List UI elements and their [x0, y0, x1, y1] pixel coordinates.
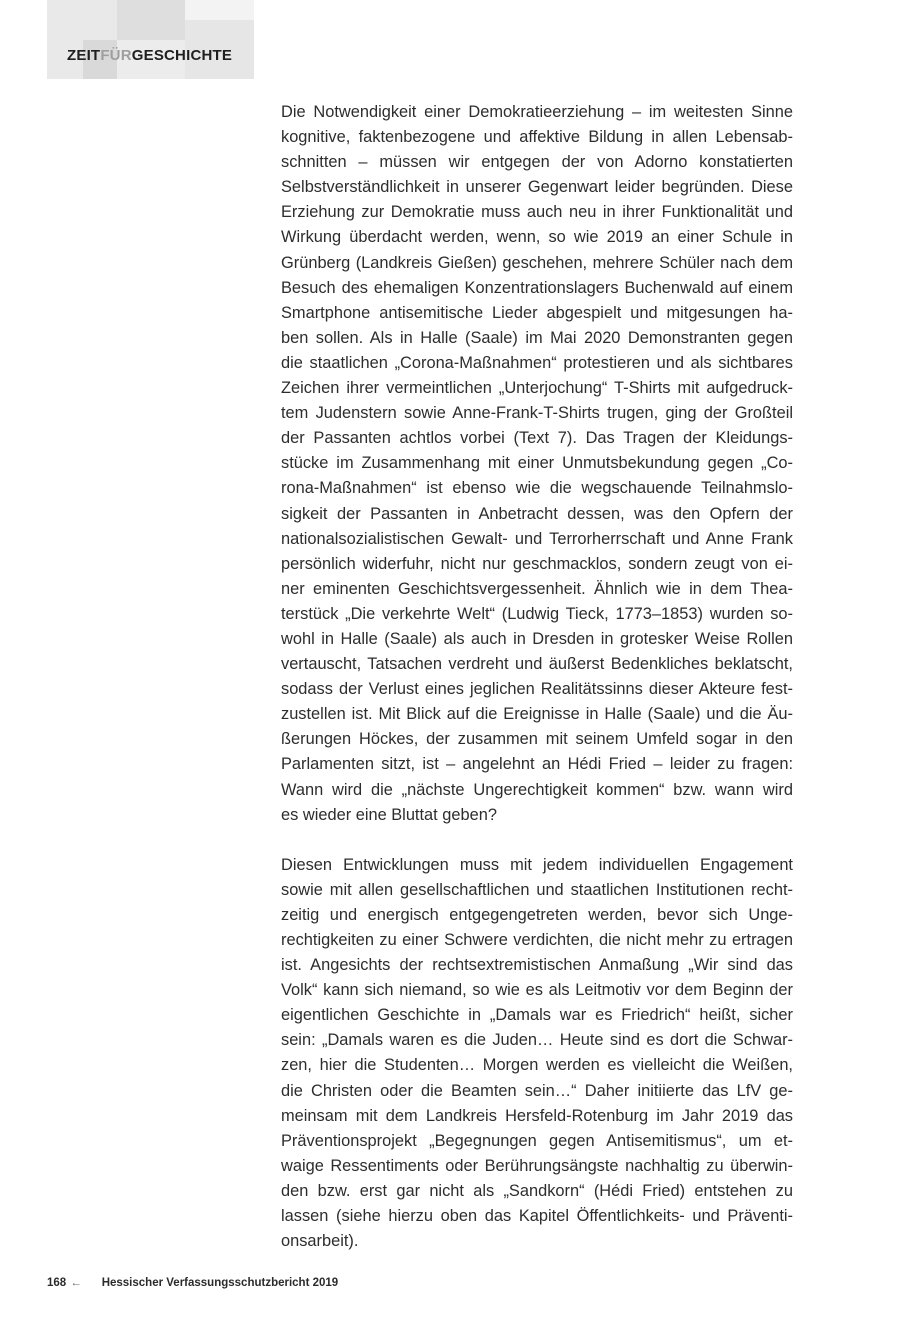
text-line: Parlamenten sitzt, ist – angelehnt an Hédi Fried – leider zu fragen: — [281, 755, 793, 774]
text-line: sowie mit allen gesellschaftlichen und staatlichen Institutionen recht- — [281, 880, 793, 899]
body-text — [281, 100, 793, 1254]
text-line: nationalsozialistischen Gewalt- und Terrorherrschaft und Anne Frank — [281, 529, 793, 548]
text-line: ben sollen. Als in Halle (Saale) im Mai 2020 Demonstranten gegen — [281, 328, 793, 347]
text-line: den bzw. erst gar nicht als „Sandkorn“ (Hédi Fried) entstehen zu — [281, 1181, 793, 1200]
text-line: es wieder eine Bluttat geben? — [281, 805, 497, 824]
arrow-left-icon: ← — [70, 1277, 82, 1289]
text-line: Wann wird die „nächste Ungerechtigkeit kommen“ bzw. wann wird — [281, 780, 793, 799]
text-line: tem Judenstern sowie Anne-Frank-T-Shirts trugen, ging der Großteil — [281, 404, 793, 423]
text-line: zen, hier die Studenten… Morgen werden es vielleicht die Weißen, — [281, 1056, 793, 1075]
text-line: Präventionsprojekt „Begegnungen gegen Antisemitismus“, um et- — [281, 1131, 793, 1150]
text-line: schnitten – müssen wir entgegen der von Adorno konstatierten — [281, 153, 793, 172]
page-footer — [47, 1277, 338, 1289]
text-line: die Christen oder die Beamten sein…“ Daher initiierte das LfV ge- — [281, 1081, 793, 1100]
text-line: Grünberg (Landkreis Gießen) geschehen, mehrere Schüler nach dem — [281, 253, 793, 272]
text-line: wohl in Halle (Saale) als auch in Dresden in grotesker Weise Rollen — [281, 629, 793, 648]
text-line: Volk“ kann sich niemand, so wie es als Leitmotiv vor dem Beginn der — [281, 981, 793, 1000]
text-line: Selbstverständlichkeit in unserer Gegenwart leider begründen. Diese — [281, 178, 793, 197]
brand-part-1: ZEIT — [67, 47, 101, 64]
paragraph — [281, 100, 793, 828]
header-background — [47, 0, 254, 79]
text-line: Diesen Entwicklungen muss mit jedem individuellen Engagement — [281, 855, 793, 874]
text-line: der Passanten achtlos vorbei (Text 7). Das Tragen der Kleidungs- — [281, 429, 793, 448]
text-line: Smartphone antisemitische Lieder abgespielt und mitgesungen ha- — [281, 303, 793, 322]
text-line: ner eminenten Geschichtsvergessenheit. Ähnlich wie in dem Thea- — [281, 579, 793, 598]
text-line: Zeichen ihrer vermeintlichen „Unterjochung“ T-Shirts mit aufgedruck- — [281, 379, 793, 398]
text-line: Die Notwendigkeit einer Demokratieerziehung – im weitesten Sinne — [281, 103, 793, 121]
text-line: terstück „Die verkehrte Welt“ (Ludwig Tieck, 1773–1853) wurden so- — [281, 604, 793, 623]
text-line: ßerungen Höckes, der zusammen mit seinem Umfeld sogar in den — [281, 730, 793, 749]
page-number: 168 — [47, 1277, 67, 1289]
text-line: sodass der Verlust eines jeglichen Realitätssinns dieser Akteure fest- — [281, 680, 793, 699]
text-line: eigentlichen Geschichte in „Damals war es Friedrich“ heißt, sicher — [281, 1006, 793, 1025]
text-line: vertauscht, Tatsachen verdreht und äußerst Bedenkliches beklatscht, — [281, 655, 793, 674]
text-line: stücke im Zusammenhang mit einer Unmutsbekundung gegen „Co- — [281, 454, 793, 473]
text-line: meinsam mit dem Landkreis Hersfeld-Rotenburg im Jahr 2019 das — [281, 1106, 793, 1125]
brand-part-2: FÜR — [100, 47, 132, 64]
header-tile — [185, 0, 254, 20]
text-line: persönlich widerfuhr, nicht nur geschmacklos, sondern zeugt von ei- — [281, 554, 793, 573]
brand-logo — [67, 47, 232, 64]
text-line: lassen (siehe hierzu oben das Kapitel Öffentlichkeits- und Präventi- — [281, 1207, 793, 1226]
text-line: waige Ressentiments oder Berührungsängste nachhaltig zu überwin- — [281, 1156, 793, 1175]
text-line: sein: „Damals waren es die Juden… Heute sind es dort die Schwar- — [281, 1031, 793, 1050]
text-line: zustellen ist. Mit Blick auf die Ereignisse in Halle (Saale) und die Äu- — [281, 705, 793, 724]
text-line: die staatlichen „Corona-Maßnahmen“ protestieren und als sichtbares — [281, 353, 793, 372]
text-line: zeitig und energisch entgegengetreten werden, bevor sich Unge- — [281, 905, 793, 924]
text-line: onsarbeit). — [281, 1232, 359, 1251]
text-line: ist. Angesichts der rechtsextremistischen Anmaßung „Wir sind das — [281, 956, 793, 975]
paragraph — [281, 853, 793, 1255]
text-line: sigkeit der Passanten in Anbetracht dessen, was den Opfern der — [281, 504, 793, 523]
header-tile — [117, 0, 185, 40]
text-line: Erziehung zur Demokratie muss auch neu in ihrer Funktionalität und — [281, 203, 793, 222]
text-line: Besuch des ehemaligen Konzentrationslagers Buchenwald auf einem — [281, 278, 793, 297]
text-line: kognitive, faktenbezogene und affektive Bildung in allen Lebensab- — [281, 128, 793, 147]
text-line: rona-Maßnahmen“ ist ebenso wie die wegschauende Teilnahmslo- — [281, 479, 793, 498]
publication-title: Hessischer Verfassungsschutzbericht 2019 — [101, 1277, 339, 1289]
text-line: rechtigkeiten zu einer Schwere verdichten, die nicht mehr zu ertragen — [281, 931, 793, 949]
brand-part-3: GESCHICHTE — [131, 47, 233, 64]
text-line: Wirkung überdacht werden, wenn, so wie 2019 an einer Schule in — [281, 228, 793, 247]
